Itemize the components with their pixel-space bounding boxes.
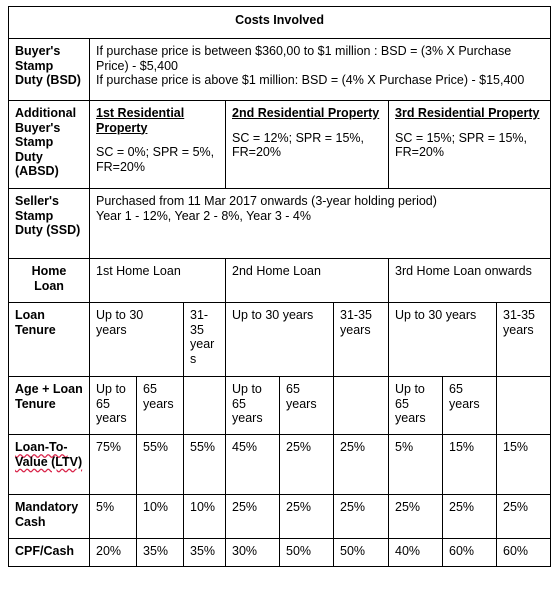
- cpf-cash-cell: 60%: [497, 539, 551, 567]
- ltv-cell: 15%: [497, 435, 551, 495]
- cpf-cash-cell: 40%: [389, 539, 443, 567]
- age-tenure-cell: 65 years: [137, 377, 184, 435]
- ltv-cell: 25%: [280, 435, 334, 495]
- absd-cell-3: [389, 101, 551, 189]
- ssd-line-1: Purchased from 11 Mar 2017 onwards (3-year holding period): [96, 194, 437, 208]
- age-tenure-row: [9, 377, 551, 435]
- ssd-row: [9, 189, 551, 259]
- cpf-cash-label: CPF/Cash: [9, 539, 90, 567]
- table-title: Costs Involved: [9, 7, 551, 39]
- mandatory-cash-cell: 25%: [443, 495, 497, 539]
- cpf-cash-cell: 30%: [226, 539, 280, 567]
- home-loan-row: [9, 259, 551, 303]
- age-tenure-cell: Up to 65 years: [90, 377, 137, 435]
- ssd-value: [90, 189, 551, 259]
- bsd-label: Buyer's Stamp Duty (BSD): [9, 39, 90, 101]
- loan-tenure-cell: Up to 30 years: [90, 303, 184, 377]
- absd-cell-1: [90, 101, 226, 189]
- age-tenure-cell: [497, 377, 551, 435]
- absd-heading-3: 3rd Residential Property: [395, 106, 540, 120]
- loan-tenure-label: Loan Tenure: [9, 303, 90, 377]
- home-loan-2: 2nd Home Loan: [226, 259, 389, 303]
- age-tenure-cell: 65 years: [280, 377, 334, 435]
- ssd-line-2: Year 1 - 12%, Year 2 - 8%, Year 3 - 4%: [96, 208, 311, 223]
- home-loan-1: 1st Home Loan: [90, 259, 226, 303]
- bsd-line-1: If purchase price is between $360,00 to $1 million : BSD = (3% X Purchase Price) - $5,400: [96, 44, 512, 73]
- home-loan-3: 3rd Home Loan onwards: [389, 259, 551, 303]
- loan-tenure-cell: 31-35 years: [184, 303, 226, 377]
- home-loan-label: Home Loan: [9, 259, 90, 303]
- absd-row: [9, 101, 551, 189]
- age-tenure-cell: [334, 377, 389, 435]
- absd-cell-2: [226, 101, 389, 189]
- ltv-label: [9, 435, 90, 495]
- mandatory-cash-cell: 10%: [137, 495, 184, 539]
- mandatory-cash-cell: 25%: [334, 495, 389, 539]
- mandatory-cash-cell: 10%: [184, 495, 226, 539]
- mandatory-cash-cell: 25%: [389, 495, 443, 539]
- age-tenure-cell: Up to 65 years: [389, 377, 443, 435]
- ltv-cell: 25%: [334, 435, 389, 495]
- ssd-label: Seller's Stamp Duty (SSD): [9, 189, 90, 259]
- loan-tenure-cell: Up to 30 years: [389, 303, 497, 377]
- age-tenure-label: Age + Loan Tenure: [9, 377, 90, 435]
- bsd-line-2: If purchase price is above $1 million: BSD = (4% X Purchase Price) - $15,400: [96, 73, 525, 87]
- loan-tenure-cell: 31-35 years: [497, 303, 551, 377]
- ltv-cell: 15%: [443, 435, 497, 495]
- absd-rates-2: SC = 12%; SPR = 15%, FR=20%: [232, 130, 365, 159]
- ltv-cell: 55%: [184, 435, 226, 495]
- bsd-row: [9, 39, 551, 101]
- absd-rates-3: SC = 15%; SPR = 15%, FR=20%: [395, 130, 528, 159]
- cpf-cash-cell: 60%: [443, 539, 497, 567]
- absd-heading-1: 1st Residential Property: [96, 106, 185, 135]
- cpf-cash-row: [9, 539, 551, 567]
- cpf-cash-cell: 20%: [90, 539, 137, 567]
- ltv-cell: 45%: [226, 435, 280, 495]
- mandatory-cash-cell: 25%: [280, 495, 334, 539]
- age-tenure-cell: [184, 377, 226, 435]
- title-row: [9, 7, 551, 39]
- ltv-cell: 75%: [90, 435, 137, 495]
- ltv-row: [9, 435, 551, 495]
- mandatory-cash-cell: 5%: [90, 495, 137, 539]
- bsd-value: [90, 39, 551, 101]
- costs-table: [8, 6, 551, 567]
- absd-heading-2: 2nd Residential Property: [232, 106, 380, 120]
- cpf-cash-cell: 50%: [280, 539, 334, 567]
- mandatory-cash-cell: 25%: [497, 495, 551, 539]
- absd-rates-1: SC = 0%; SPR = 5%, FR=20%: [96, 145, 215, 174]
- ltv-cell: 55%: [137, 435, 184, 495]
- absd-label: Additional Buyer's Stamp Duty (ABSD): [9, 101, 90, 189]
- ltv-cell: 5%: [389, 435, 443, 495]
- mandatory-cash-row: [9, 495, 551, 539]
- age-tenure-cell: 65 years: [443, 377, 497, 435]
- loan-tenure-cell: 31-35 years: [334, 303, 389, 377]
- loan-tenure-row: [9, 303, 551, 377]
- cpf-cash-cell: 35%: [184, 539, 226, 567]
- mandatory-cash-label: Mandatory Cash: [9, 495, 90, 539]
- cpf-cash-cell: 35%: [137, 539, 184, 567]
- ltv-label-text: Loan-To-Value (LTV): [15, 440, 83, 469]
- loan-tenure-cell: Up to 30 years: [226, 303, 334, 377]
- age-tenure-cell: Up to 65 years: [226, 377, 280, 435]
- cpf-cash-cell: 50%: [334, 539, 389, 567]
- mandatory-cash-cell: 25%: [226, 495, 280, 539]
